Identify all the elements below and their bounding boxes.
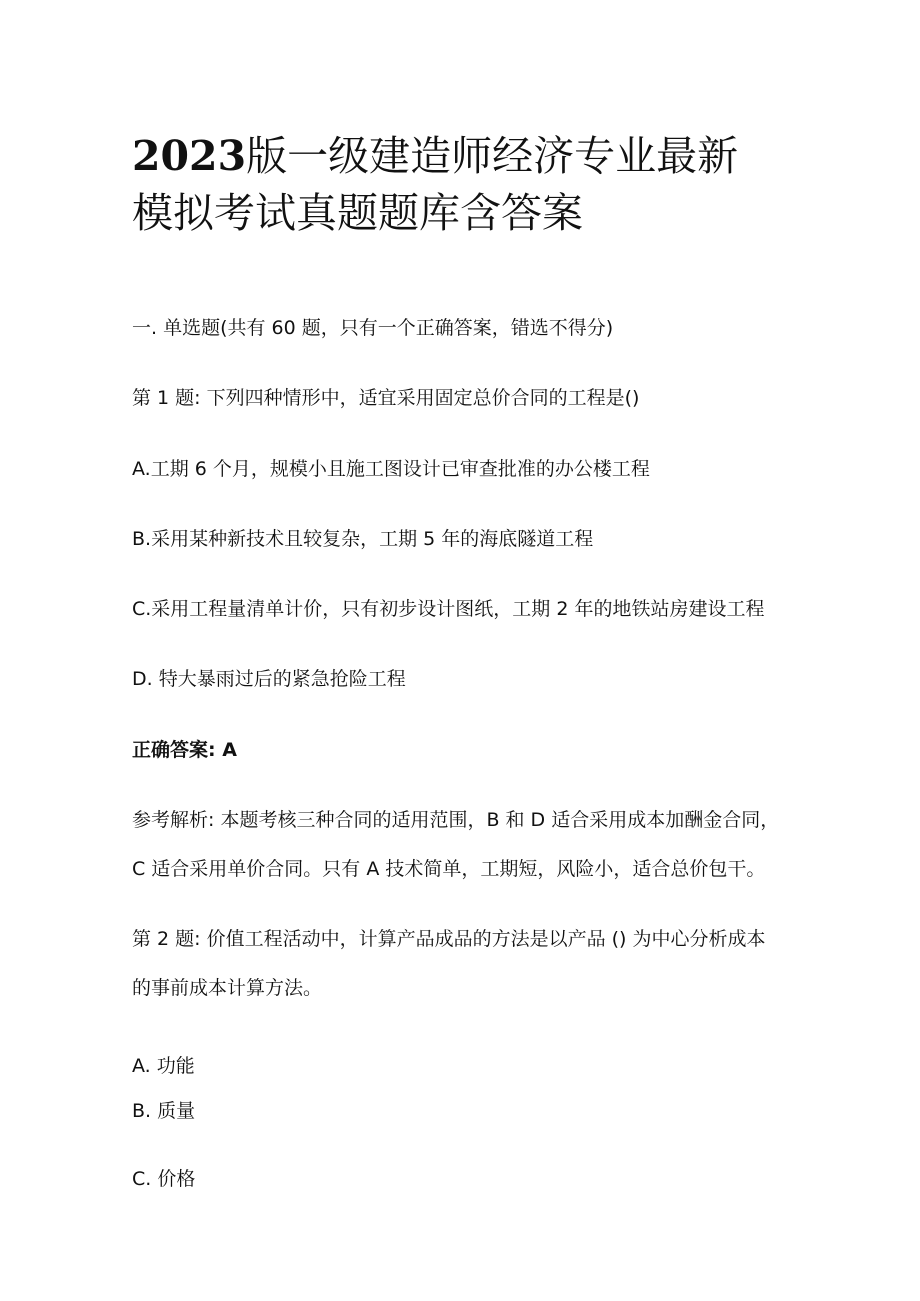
- title-line-1-text: 版一级建造师经济专业最新: [246, 132, 739, 180]
- question-2-option-c: C. 价格: [132, 1168, 196, 1190]
- document-title: [132, 128, 832, 242]
- question-2-stem-line-2: 的事前成本计算方法。: [132, 977, 323, 999]
- question-1-analysis-line-1: 参考解析: 本题考核三种合同的适用范围，B 和 D 适合采用成本加酬金合同，: [132, 809, 780, 831]
- question-1-stem: 第 1 题: 下列四种情形中，适宜采用固定总价合同的工程是(): [132, 387, 640, 409]
- question-1-option-d: D. 特大暴雨过后的紧急抢险工程: [132, 668, 406, 690]
- question-2-option-a: A. 功能: [132, 1055, 195, 1077]
- title-line-2: 模拟考试真题题库含答案: [132, 189, 583, 237]
- question-1-option-b: B.采用某种新技术且较复杂，工期 5 年的海底隧道工程: [132, 528, 594, 550]
- title-line-1: [132, 128, 832, 185]
- question-1-answer: 正确答案: A: [132, 739, 237, 761]
- title-year: 2023: [132, 132, 247, 180]
- section-heading: 一. 单选题(共有 60 题，只有一个正确答案，错选不得分): [132, 317, 614, 339]
- question-1-option-c: C.采用工程量清单计价，只有初步设计图纸，工期 2 年的地铁站房建设工程: [132, 598, 765, 620]
- question-2-option-b: B. 质量: [132, 1100, 196, 1122]
- question-2-stem-line-1: 第 2 题: 价值工程活动中，计算产品成品的方法是以产品 () 为中心分析成本: [132, 928, 766, 950]
- question-1-option-a: A.工期 6 个月，规模小且施工图设计已审查批准的办公楼工程: [132, 458, 650, 480]
- question-1-analysis-line-2: C 适合采用单价合同。只有 A 技术简单，工期短，风险小，适合总价包干。: [132, 858, 766, 880]
